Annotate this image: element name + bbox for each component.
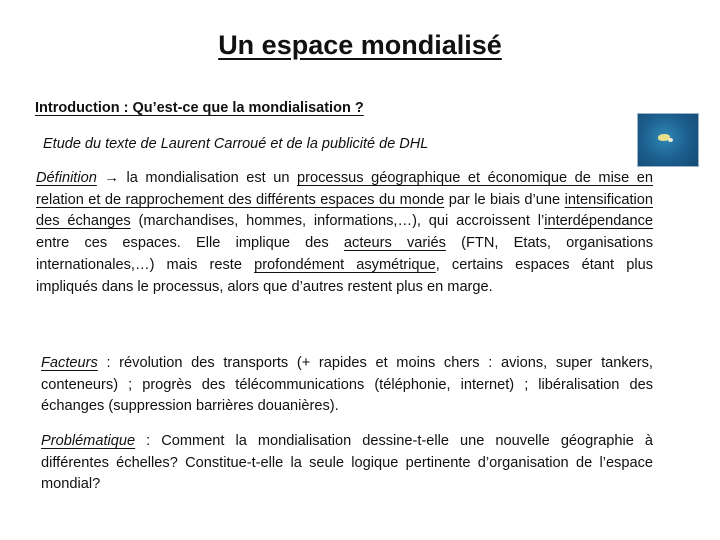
problematique-paragraph <box>41 431 653 496</box>
definition-underlined: processus géographique et économique de mise en relation et de rapprochement des différents espaces du monde <box>36 170 653 208</box>
definition-text: (FTN, Etats, organisations internationales,…) mais reste <box>36 235 653 273</box>
landmass-shape <box>668 138 673 142</box>
definition-text: (marchandises, hommes, informations,…), qui accroissent l’ <box>130 213 545 230</box>
definition-label: Définition <box>36 170 97 186</box>
definition-underlined: profondément asymétrique <box>254 256 436 273</box>
definition-text: la mondialisation est un <box>126 170 298 186</box>
definition-underlined: intensification des échanges <box>36 191 654 230</box>
page-title: Un espace mondialisé <box>218 30 502 60</box>
definition-arrow: → <box>96 170 127 186</box>
globe-map-thumbnail-icon <box>637 113 699 167</box>
definition-text: par le biais d’une <box>444 191 565 208</box>
introduction-heading: Introduction : Qu’est-ce que la mondialisation ? <box>35 100 364 116</box>
definition-paragraph <box>36 168 653 298</box>
problematique-text: : Comment la mondialisation dessine-t-elle une nouvelle géographie à différentes échelles? Constitue-t-elle la seule logique pertinente d’organisation de l’espace mondial? <box>41 433 653 493</box>
problematique-label: Problématique <box>41 433 136 449</box>
definition-underlined: interdépendance <box>544 213 653 230</box>
definition-text: , certains espaces étant plus impliqués dans le processus, alors que d’autres restent plus en marge. <box>36 256 653 295</box>
facteurs-label: Facteurs <box>41 355 98 371</box>
definition-text: entre ces espaces. Elle implique des <box>36 235 344 252</box>
definition-underlined: acteurs variés <box>343 235 446 252</box>
study-subtitle: Etude du texte de Laurent Carroué et de la publicité de DHL <box>43 136 429 152</box>
facteurs-paragraph <box>41 353 653 418</box>
facteurs-text: : révolution des transports (+ rapides et moins chers : avions, super tankers, conteneurs) ; progrès des télécommunications (téléphonie, internet) ; libéralisation des échanges (suppression barrières douanières). <box>41 355 653 415</box>
